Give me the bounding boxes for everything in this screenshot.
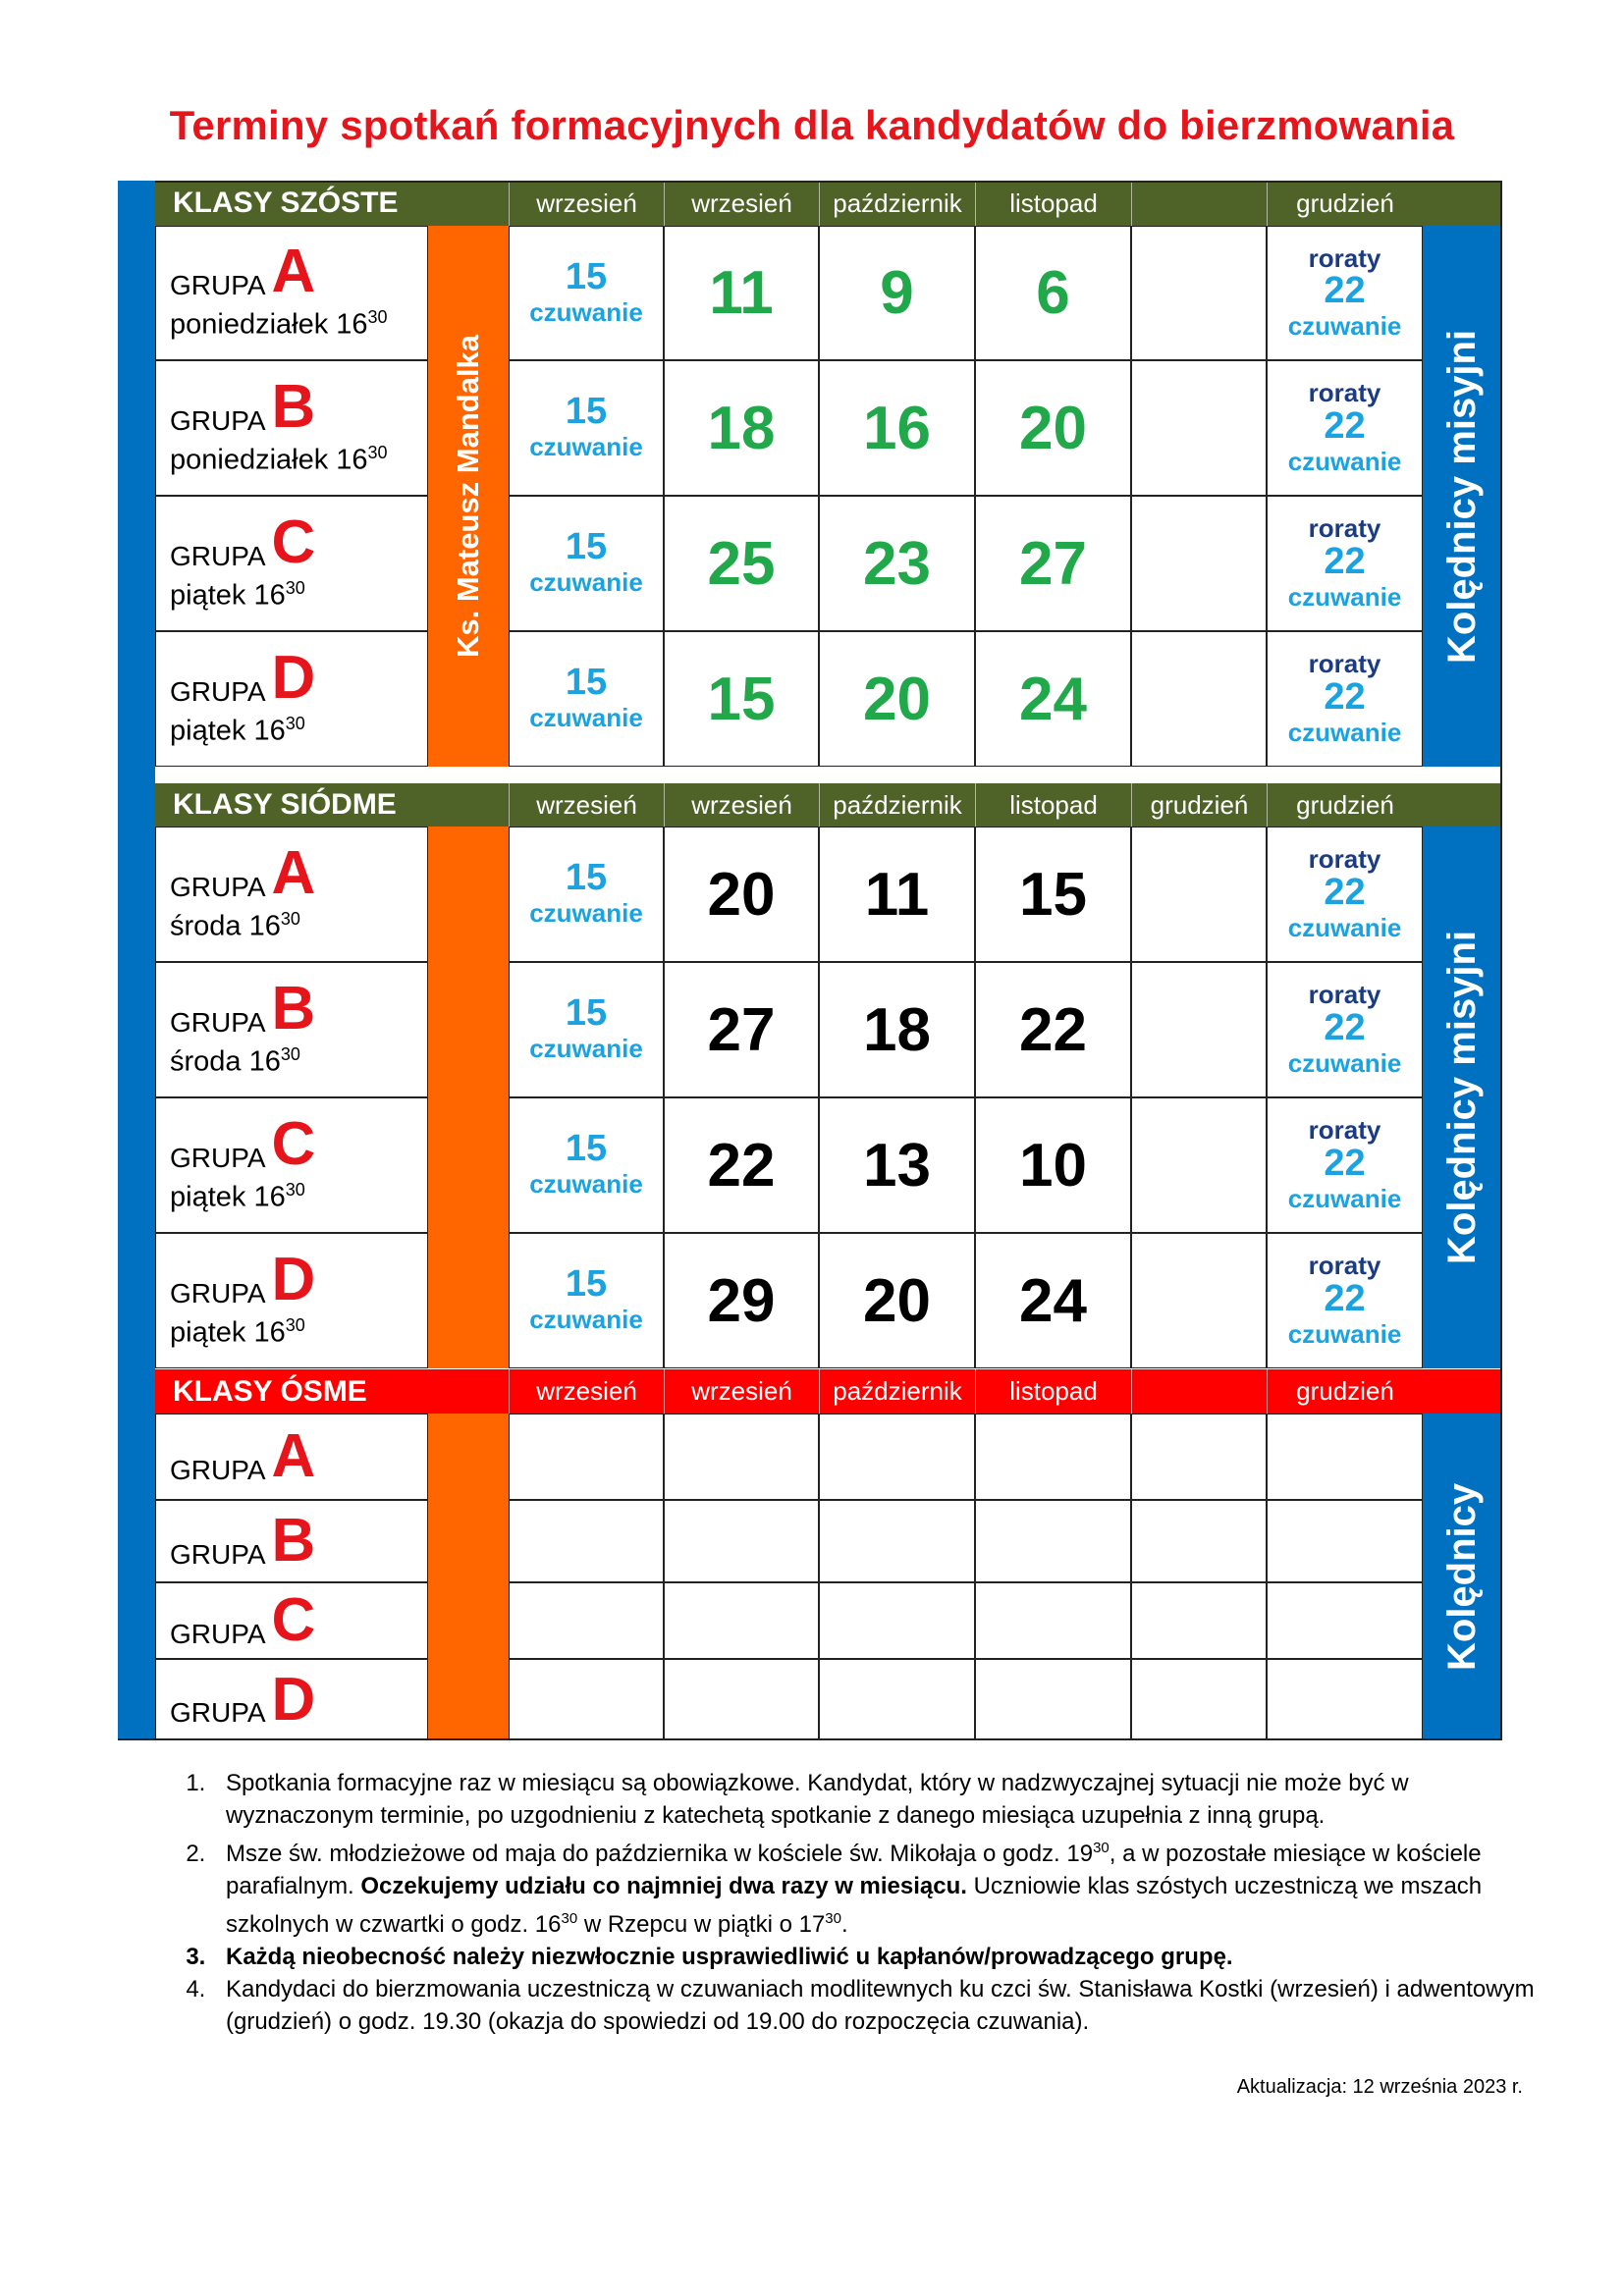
vigil-date: 15 xyxy=(565,992,608,1035)
group-cell xyxy=(155,360,428,496)
group-label: GRUPA xyxy=(170,1006,266,1038)
month-header xyxy=(1267,783,1423,827)
group-time-sup: 30 xyxy=(285,577,305,598)
schedule-cell xyxy=(1131,1582,1267,1659)
schedule-cell xyxy=(1131,1500,1267,1582)
month-header xyxy=(664,1369,819,1414)
december-note: czuwanie xyxy=(1287,1183,1402,1213)
month-label: wrzesień xyxy=(536,187,637,218)
meeting-date: 22 xyxy=(1019,995,1087,1064)
notes-section xyxy=(161,1767,1536,2038)
note-text: 30 xyxy=(1093,1840,1110,1856)
schedule-cell xyxy=(509,631,664,767)
vigil-note: czuwanie xyxy=(529,296,643,327)
schedule-cell xyxy=(509,1233,664,1368)
group-day xyxy=(170,307,427,342)
group-label: GRUPA xyxy=(170,1538,266,1570)
note-text: w Rzepcu w piątki o 17 xyxy=(577,1911,826,1938)
group-cell xyxy=(155,1500,428,1582)
note-text: Każdą nieobecność należy niezwłocznie usprawiedliwić u kapłanów/prowadzącego grupę. xyxy=(226,1944,1233,1970)
priest-label xyxy=(428,226,509,767)
section-title xyxy=(173,181,509,226)
group-name xyxy=(170,1422,427,1491)
schedule-cell xyxy=(509,360,664,496)
month-header xyxy=(1131,783,1267,827)
group-cell xyxy=(155,1582,428,1659)
group-cell xyxy=(155,1414,428,1500)
group-name xyxy=(170,1586,427,1655)
group-name xyxy=(170,1245,427,1313)
vigil-note: czuwanie xyxy=(529,567,643,598)
meeting-date: 16 xyxy=(863,394,931,462)
december-date: 22 xyxy=(1324,1142,1366,1184)
meeting-date: 29 xyxy=(707,1266,776,1335)
schedule-cell xyxy=(664,1659,819,1740)
roraty-label: roraty xyxy=(1308,378,1381,408)
vigil-date: 15 xyxy=(565,857,608,899)
group-label: GRUPA xyxy=(170,675,266,707)
schedule-cell xyxy=(819,1414,975,1500)
schedule-cell xyxy=(975,1582,1131,1659)
month-header xyxy=(1267,1369,1423,1414)
note-item xyxy=(212,1832,1536,1941)
month-label: październik xyxy=(833,789,962,820)
page-title: Terminy spotkań formacyjnych dla kandydatów do bierzmowania xyxy=(169,102,1455,148)
month-header xyxy=(664,783,819,827)
meeting-date: 11 xyxy=(864,860,930,929)
group-name xyxy=(170,838,427,907)
schedule-cell xyxy=(1131,1659,1267,1740)
schedule-cell xyxy=(509,1414,664,1500)
schedule-cell xyxy=(1131,496,1267,631)
group-day xyxy=(170,1180,427,1214)
vigil-date: 15 xyxy=(565,1128,608,1170)
schedule-cell xyxy=(664,226,819,360)
schedule-cell xyxy=(664,1414,819,1500)
meeting-date: 18 xyxy=(707,394,776,462)
roraty-label: roraty xyxy=(1308,242,1381,273)
meeting-date: 15 xyxy=(1019,860,1087,929)
note-text: . xyxy=(840,1911,848,1938)
section-title xyxy=(173,783,509,827)
schedule-cell xyxy=(1267,1414,1423,1500)
schedule-cell xyxy=(1131,827,1267,962)
note-item xyxy=(212,1941,1536,1973)
schedule-cell xyxy=(819,1500,975,1582)
group-name xyxy=(170,1665,427,1734)
meeting-date: 22 xyxy=(707,1131,776,1200)
schedule-cell xyxy=(664,1582,819,1659)
meeting-date: 27 xyxy=(1019,529,1087,598)
roraty-label: roraty xyxy=(1308,1115,1381,1146)
group-day-text: piątek 16 xyxy=(170,1181,286,1213)
group-cell xyxy=(155,962,428,1097)
schedule-cell xyxy=(819,1097,975,1233)
group-name xyxy=(170,238,427,306)
december-note: czuwanie xyxy=(1287,912,1402,942)
group-day-text: poniedziałek 16 xyxy=(170,444,368,476)
note-text: , a w pozostałe miesiące w kościele parafialnym. xyxy=(226,1841,1482,1899)
group-label: GRUPA xyxy=(170,1454,266,1485)
month-label: wrzesień xyxy=(691,1376,792,1406)
schedule-cell xyxy=(819,226,975,360)
schedule-cell xyxy=(819,827,975,962)
group-time-sup: 30 xyxy=(285,1314,305,1335)
note-item xyxy=(212,1767,1536,1832)
roraty-label: roraty xyxy=(1308,844,1381,875)
schedule-cell xyxy=(975,827,1131,962)
december-date: 22 xyxy=(1324,540,1366,582)
month-header xyxy=(1131,181,1267,226)
schedule-cell xyxy=(975,1097,1131,1233)
section-title-text: KLASY SIÓDME xyxy=(173,788,397,821)
meeting-date: 20 xyxy=(863,665,931,733)
group-cell xyxy=(155,1097,428,1233)
december-note: czuwanie xyxy=(1287,1318,1402,1349)
schedule-cell xyxy=(509,827,664,962)
schedule-cell xyxy=(664,631,819,767)
table-right-line xyxy=(1500,181,1502,1740)
group-day xyxy=(170,1044,427,1079)
group-time-sup: 30 xyxy=(280,1043,300,1064)
december-note: czuwanie xyxy=(1287,311,1402,342)
group-day-text: piątek 16 xyxy=(170,1316,286,1349)
notes-list xyxy=(161,1767,1536,2038)
note-text: Oczekujemy udziału co najmniej dwa razy w miesiącu. xyxy=(360,1873,967,1899)
group-label: GRUPA xyxy=(170,270,266,301)
schedule-cell xyxy=(509,1659,664,1740)
meeting-date: 25 xyxy=(707,529,776,598)
note-text: 30 xyxy=(561,1910,578,1927)
update-date: Aktualizacja: 12 września 2023 r. xyxy=(1236,2076,1523,2098)
meeting-date: 18 xyxy=(863,995,931,1064)
note-item xyxy=(212,1973,1536,2038)
month-label: październik xyxy=(833,1376,962,1406)
schedule-cell xyxy=(664,827,819,962)
table-top-line xyxy=(155,181,1502,183)
december-date: 22 xyxy=(1324,1277,1366,1319)
month-label: grudzień xyxy=(1150,789,1249,820)
meeting-date: 6 xyxy=(1036,259,1070,327)
month-header xyxy=(975,181,1131,226)
december-date: 22 xyxy=(1324,675,1366,718)
schedule-cell xyxy=(1267,631,1423,767)
month-label: wrzesień xyxy=(536,1376,637,1406)
schedule-cell xyxy=(1131,360,1267,496)
meeting-date: 9 xyxy=(880,259,914,327)
priest-column xyxy=(428,827,509,1368)
group-label: GRUPA xyxy=(170,1697,266,1729)
schedule-cell xyxy=(975,1233,1131,1368)
section-title-text: KLASY SZÓSTE xyxy=(173,187,399,219)
group-time-sup: 30 xyxy=(367,442,388,462)
schedule-cell xyxy=(1131,1414,1267,1500)
schedule-cell xyxy=(975,1500,1131,1582)
vigil-date: 15 xyxy=(565,255,608,297)
month-header xyxy=(819,1369,975,1414)
meeting-date: 24 xyxy=(1019,1266,1087,1335)
schedule-cell xyxy=(509,226,664,360)
group-letter: B xyxy=(271,372,316,441)
month-label: październik xyxy=(833,187,962,218)
group-day-text: piątek 16 xyxy=(170,579,286,612)
group-name xyxy=(170,1109,427,1178)
note-text: 30 xyxy=(825,1910,841,1927)
schedule-cell xyxy=(1267,1233,1423,1368)
schedule-cell xyxy=(975,1659,1131,1740)
vigil-note: czuwanie xyxy=(529,898,643,929)
side-label xyxy=(1423,226,1502,767)
month-label: listopad xyxy=(1009,187,1098,218)
left-blue-strip xyxy=(118,181,155,1740)
vigil-note: czuwanie xyxy=(529,1305,643,1335)
december-date: 22 xyxy=(1324,1006,1366,1048)
table-bottom-line xyxy=(118,1738,1502,1740)
schedule-cell xyxy=(1267,1500,1423,1582)
group-label: GRUPA xyxy=(170,404,266,436)
group-letter: A xyxy=(271,838,316,907)
month-header xyxy=(1131,1369,1267,1414)
vigil-note: czuwanie xyxy=(529,1034,643,1064)
december-note: czuwanie xyxy=(1287,717,1402,747)
group-label: GRUPA xyxy=(170,871,266,902)
schedule-cell xyxy=(819,631,975,767)
month-header xyxy=(509,1369,664,1414)
group-day xyxy=(170,1315,427,1350)
schedule-cell xyxy=(664,1233,819,1368)
month-label: wrzesień xyxy=(536,789,637,820)
group-day-text: poniedziałek 16 xyxy=(170,308,368,341)
group-letter: D xyxy=(271,1245,316,1313)
month-label: grudzień xyxy=(1296,789,1394,820)
schedule-cell xyxy=(1267,1097,1423,1233)
group-day xyxy=(170,714,427,748)
schedule-cell xyxy=(509,962,664,1097)
meeting-date: 20 xyxy=(707,860,776,929)
schedule-cell xyxy=(509,1097,664,1233)
schedule-cell xyxy=(819,1659,975,1740)
group-day xyxy=(170,909,427,943)
group-letter: B xyxy=(271,974,316,1042)
group-cell xyxy=(155,1659,428,1740)
schedule-cell xyxy=(1131,962,1267,1097)
priest-column xyxy=(428,1414,509,1740)
group-letter: C xyxy=(271,1109,316,1178)
group-name xyxy=(170,507,427,576)
schedule-cell xyxy=(1267,1582,1423,1659)
group-day xyxy=(170,443,427,477)
group-name xyxy=(170,1507,427,1575)
group-letter: C xyxy=(271,507,316,576)
vigil-date: 15 xyxy=(565,1263,608,1306)
month-label: wrzesień xyxy=(691,789,792,820)
group-letter: C xyxy=(271,1586,316,1655)
schedule-cell xyxy=(1267,496,1423,631)
schedule-cell xyxy=(1267,360,1423,496)
schedule-cell xyxy=(664,360,819,496)
group-cell xyxy=(155,496,428,631)
group-day-text: piątek 16 xyxy=(170,715,286,747)
meeting-date: 13 xyxy=(863,1131,931,1200)
schedule-cell xyxy=(664,496,819,631)
december-note: czuwanie xyxy=(1287,1047,1402,1078)
schedule-cell xyxy=(819,360,975,496)
note-text: Kandydaci do bierzmowania uczestniczą w czuwaniach modlitewnych ku czci św. Stanisława Kostki (wrzesień) i adwentowym (grudzień) o godz. 19.30 (okazja do spowiedzi od 19.00 do rozpoczęcia czuwania). xyxy=(226,1976,1535,2035)
schedule-cell xyxy=(1131,631,1267,767)
note-text: Msze św. młodzieżowe od maja do października w kościele św. Mikołaja o godz. 19 xyxy=(226,1841,1094,1867)
meeting-date: 10 xyxy=(1019,1131,1087,1200)
meeting-date: 15 xyxy=(707,665,776,733)
schedule-cell xyxy=(975,631,1131,767)
note-text: Uczniowie klas szóstych uczestniczą we mszach szkolnych w czwartki o godz. 16 xyxy=(226,1873,1483,1938)
group-letter: B xyxy=(271,1507,316,1575)
month-header xyxy=(975,783,1131,827)
vigil-note: czuwanie xyxy=(529,703,643,733)
group-letter: D xyxy=(271,1665,316,1734)
group-day-text: środa 16 xyxy=(170,910,281,942)
schedule-cell xyxy=(1267,1659,1423,1740)
group-label: GRUPA xyxy=(170,1277,266,1308)
note-text: Spotkania formacyjne raz w miesiącu są obowiązkowe. Kandydat, który w nadzwyczajnej sytuacji nie może być w wyznaczonym terminie, po uzgodnieniu z katechetą spotkanie z danego miesiąca uzupełnia z inną grupą. xyxy=(226,1770,1409,1829)
schedule-cell xyxy=(975,1414,1131,1500)
meeting-date: 24 xyxy=(1019,665,1087,733)
schedule-cell xyxy=(1267,226,1423,360)
group-time-sup: 30 xyxy=(285,713,305,733)
december-date: 22 xyxy=(1324,404,1366,447)
side-label-text: Kolędnicy misyjni xyxy=(1440,329,1484,664)
group-label: GRUPA xyxy=(170,1142,266,1173)
section-title xyxy=(173,1369,509,1414)
month-label: grudzień xyxy=(1296,1376,1394,1406)
month-header xyxy=(975,1369,1131,1414)
month-header xyxy=(664,181,819,226)
month-label: grudzień xyxy=(1296,187,1394,218)
meeting-date: 23 xyxy=(863,529,931,598)
group-letter: A xyxy=(271,238,316,306)
schedule-cell xyxy=(819,1582,975,1659)
group-name xyxy=(170,974,427,1042)
side-label-text: Kolędnicy misyjni xyxy=(1440,930,1484,1265)
group-cell xyxy=(155,827,428,962)
roraty-label: roraty xyxy=(1308,1251,1381,1281)
schedule-cell xyxy=(975,360,1131,496)
month-label: listopad xyxy=(1009,1376,1098,1406)
roraty-label: roraty xyxy=(1308,980,1381,1010)
section-title-text: KLASY ÓSME xyxy=(173,1374,367,1408)
december-note: czuwanie xyxy=(1287,581,1402,612)
side-label-text: Kolędnicy xyxy=(1440,1482,1484,1672)
vigil-date: 15 xyxy=(565,526,608,568)
meeting-date: 20 xyxy=(863,1266,931,1335)
meeting-date: 20 xyxy=(1019,394,1087,462)
vigil-note: czuwanie xyxy=(529,1169,643,1200)
group-day xyxy=(170,578,427,613)
roraty-label: roraty xyxy=(1308,649,1381,679)
schedule-cell xyxy=(819,962,975,1097)
group-letter: A xyxy=(271,1422,316,1491)
group-time-sup: 30 xyxy=(280,908,300,929)
month-label: wrzesień xyxy=(691,187,792,218)
vigil-date: 15 xyxy=(565,391,608,433)
schedule-cell xyxy=(975,962,1131,1097)
meeting-date: 11 xyxy=(709,259,774,327)
schedule-cell xyxy=(1131,1233,1267,1368)
group-cell xyxy=(155,1233,428,1368)
schedule-cell xyxy=(1131,1097,1267,1233)
schedule-cell xyxy=(819,496,975,631)
month-header xyxy=(819,181,975,226)
schedule-cell xyxy=(1267,962,1423,1097)
group-cell xyxy=(155,226,428,360)
group-name xyxy=(170,372,427,441)
month-header xyxy=(509,181,664,226)
schedule-cell xyxy=(975,226,1131,360)
group-letter: D xyxy=(271,643,316,712)
month-header xyxy=(819,783,975,827)
schedule-cell xyxy=(509,1500,664,1582)
roraty-label: roraty xyxy=(1308,513,1381,544)
group-label: GRUPA xyxy=(170,540,266,571)
schedule-cell xyxy=(509,496,664,631)
schedule-cell xyxy=(1131,226,1267,360)
month-header xyxy=(509,783,664,827)
vigil-date: 15 xyxy=(565,662,608,704)
group-time-sup: 30 xyxy=(285,1179,305,1200)
schedule-cell xyxy=(664,962,819,1097)
meeting-date: 27 xyxy=(707,995,776,1064)
group-day-text: środa 16 xyxy=(170,1045,281,1078)
december-date: 22 xyxy=(1324,871,1366,913)
schedule-cell xyxy=(664,1500,819,1582)
side-label xyxy=(1423,1414,1502,1740)
group-time-sup: 30 xyxy=(367,307,388,328)
schedule-cell xyxy=(975,496,1131,631)
group-label: GRUPA xyxy=(170,1618,266,1649)
group-name xyxy=(170,643,427,712)
schedule-cell xyxy=(664,1097,819,1233)
priest-label-text: Ks. Mateusz Mandalka xyxy=(451,334,485,659)
schedule-cell xyxy=(509,1582,664,1659)
december-date: 22 xyxy=(1324,270,1366,312)
month-header xyxy=(1267,181,1423,226)
side-label xyxy=(1423,827,1502,1368)
month-label: listopad xyxy=(1009,789,1098,820)
schedule-cell xyxy=(819,1233,975,1368)
vigil-note: czuwanie xyxy=(529,432,643,462)
december-note: czuwanie xyxy=(1287,446,1402,476)
schedule-cell xyxy=(1267,827,1423,962)
group-cell xyxy=(155,631,428,767)
